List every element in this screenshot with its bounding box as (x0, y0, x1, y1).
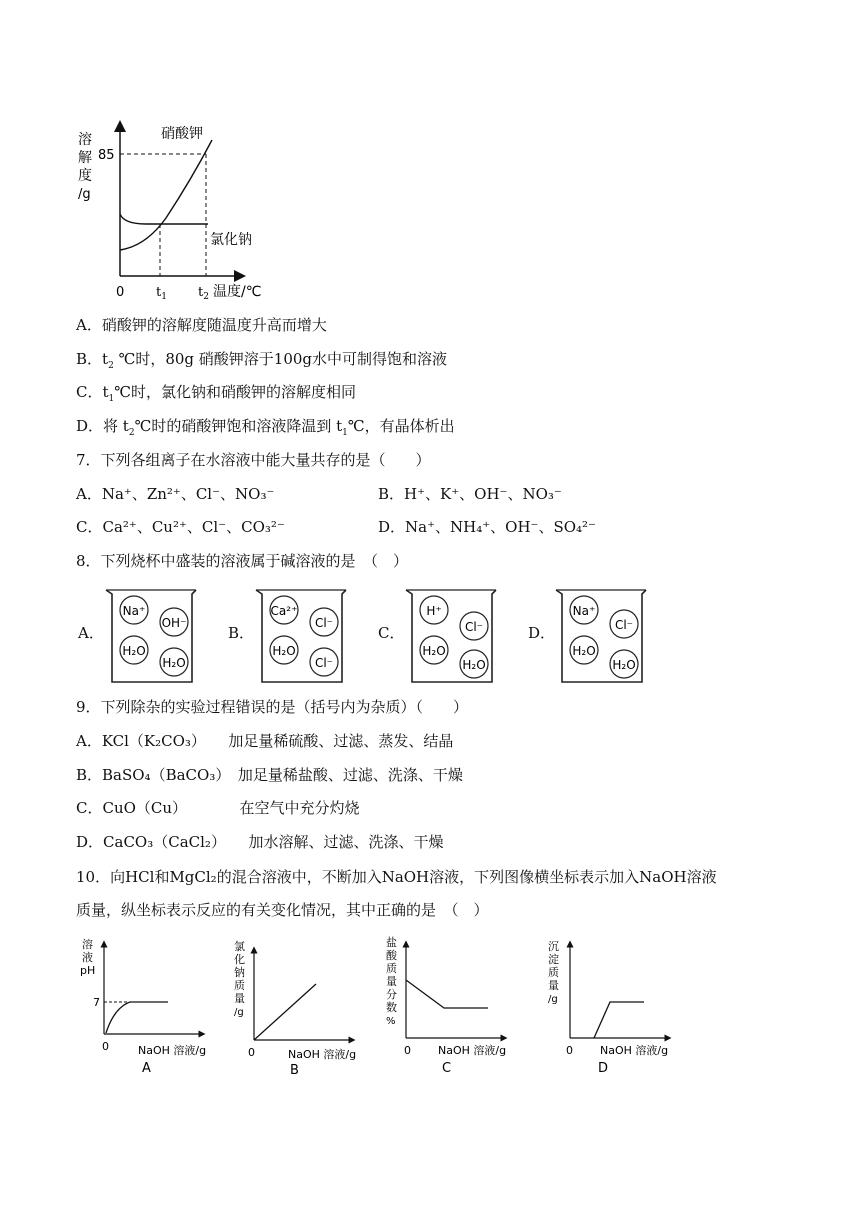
kno3-curve (120, 140, 212, 250)
q10-graph-a (78, 934, 228, 1074)
graph-letter: A (142, 1061, 151, 1074)
beaker-letter-c: C． (378, 624, 405, 642)
axis-label: 沉 (548, 940, 559, 953)
curve-label-nacl: 氯化钠 (210, 232, 252, 248)
axis-label: % (386, 1016, 396, 1027)
beaker-a (104, 586, 198, 686)
beaker-d (554, 586, 648, 686)
ion-label: Cl⁻ (314, 616, 334, 630)
x-tick-t2: $t_2$ (198, 285, 209, 302)
y-label-3: 度 (78, 168, 92, 184)
q7-option-a: A．Na⁺、Zn²⁺、Cl⁻、NO₃⁻ (76, 485, 275, 503)
tick-label: 7 (93, 996, 100, 1009)
q9-option-c: C．CuO（Cu） 在空气中充分灼烧 (76, 799, 360, 817)
axis-label: 淀 (548, 953, 559, 966)
beaker-letter-d: D． (528, 624, 556, 642)
origin-label: 0 (248, 1046, 255, 1059)
q10-stem-line2: 质量，纵坐标表示反应的有关变化情况，其中正确的是 （ ） (76, 901, 489, 919)
q10-graph-b (228, 934, 378, 1074)
origin-label: 0 (102, 1040, 109, 1053)
axis-label: 分 (386, 988, 397, 1001)
origin-label: 0 (116, 285, 125, 300)
ion-label: Ca²⁺ (270, 604, 298, 618)
axis-label: /g (548, 994, 558, 1005)
beaker-b (254, 586, 348, 686)
q6-option-b: B．$t_2$ ℃时，80g 硝酸钾溶于100g水中可制得饱和溶液 (76, 350, 448, 371)
ion-label: H⁺ (426, 604, 442, 618)
q9-stem: 9．下列除杂的实验过程错误的是（括号内为杂质）（ ） (76, 698, 469, 716)
axis-label: NaOH 溶液/g (600, 1044, 669, 1057)
axis-label: 量 (386, 975, 397, 988)
axis-label: 数 (386, 1001, 397, 1014)
axis-label: NaOH 溶液/g (138, 1044, 207, 1057)
ion-label: Na⁺ (572, 604, 596, 618)
ion-label: H₂O (422, 644, 446, 658)
q9-option-a: A．KCl（K₂CO₃） 加足量稀硫酸、过滤、蒸发、结晶 (76, 732, 454, 750)
q10-stem-line1: 10．向HCl和MgCl₂的混合溶液中，不断加入NaOH溶液，下列图像横坐标表示加入NaOH溶液 (76, 868, 717, 886)
axis-label: pH (80, 964, 96, 977)
x-label: 温度/℃ (213, 284, 262, 300)
axis-label: 溶 (82, 938, 93, 951)
axis-label: 质 (234, 979, 245, 992)
axis-label: 化 (234, 953, 245, 966)
axis-label: 酸 (386, 949, 397, 962)
ion-label: H₂O (462, 658, 486, 672)
axis-label: 质 (548, 966, 559, 979)
q7-stem: 7．下列各组离子在水溶液中能大量共存的是（ ） (76, 451, 431, 469)
ion-label: Na⁺ (122, 604, 146, 618)
q6-option-d: D．将 $t_2℃$时的硝酸钾饱和溶液降温到 $t_1℃$，有晶体析出 (76, 417, 455, 438)
y-label-2: 解 (78, 150, 92, 166)
q6-option-a: A．硝酸钾的溶解度随温度升高而增大 (76, 316, 327, 334)
q9-option-d: D．CaCO₃（CaCl₂） 加水溶解、过滤、洗涤、干燥 (76, 833, 444, 851)
curve-label-kno3: 硝酸钾 (161, 126, 203, 142)
q6-option-c: C．$t_1℃$时，氯化钠和硝酸钾的溶解度相同 (76, 383, 357, 404)
nacl-curve (120, 214, 208, 224)
q7-option-d: D．Na⁺、NH₄⁺、OH⁻、SO₄²⁻ (378, 518, 596, 536)
beaker-letter-b: B． (228, 624, 255, 642)
ion-label: H₂O (612, 658, 636, 672)
axis-label: 氯 (234, 940, 245, 953)
y-label-4: /g (78, 187, 91, 202)
graph-letter: D (598, 1061, 609, 1074)
q10-graph-c (380, 934, 530, 1074)
ion-label: H₂O (162, 656, 186, 670)
axis-label: 液 (82, 951, 93, 964)
ion-label: Cl⁻ (464, 620, 484, 634)
q10-graph-d (540, 934, 690, 1074)
q9-option-b: B．BaSO₄（BaCO₃） 加足量稀盐酸、过滤、洗涤、干燥 (76, 766, 463, 784)
ion-label: H₂O (122, 644, 146, 658)
origin-label: 0 (404, 1044, 411, 1057)
ion-label: H₂O (572, 644, 596, 658)
axis-label: 盐 (386, 936, 397, 949)
axis-label: 质 (386, 962, 397, 975)
q8-stem: 8．下列烧杯中盛装的溶液属于碱溶液的是 （ ） (76, 552, 409, 570)
axis-label: /g (234, 1007, 244, 1018)
q7-option-b: B．H⁺、K⁺、OH⁻、NO₃⁻ (378, 485, 562, 503)
y-tick-85: 85 (98, 148, 115, 163)
beaker-c (404, 586, 498, 686)
x-tick-t1: $t_1$ (156, 285, 167, 302)
ion-label: Cl⁻ (314, 656, 334, 670)
ion-label: H₂O (272, 644, 296, 658)
q7-option-c: C．Ca²⁺、Cu²⁺、Cl⁻、CO₃²⁻ (76, 518, 285, 536)
ion-label: Cl⁻ (614, 618, 634, 632)
axis-label: NaOH 溶液/g (438, 1044, 507, 1057)
ion-label: OH⁻ (161, 616, 187, 630)
solubility-graph (76, 118, 296, 303)
axis-label: 钠 (234, 966, 245, 979)
graph-letter: C (442, 1061, 452, 1074)
axis-label: 量 (234, 992, 245, 1005)
beaker-letter-a: A． (78, 624, 104, 642)
origin-label: 0 (566, 1044, 573, 1057)
y-label-1: 溶 (78, 132, 92, 148)
graph-letter: B (290, 1063, 299, 1074)
axis-label: NaOH 溶液/g (288, 1048, 357, 1061)
axis-label: 量 (548, 979, 559, 992)
